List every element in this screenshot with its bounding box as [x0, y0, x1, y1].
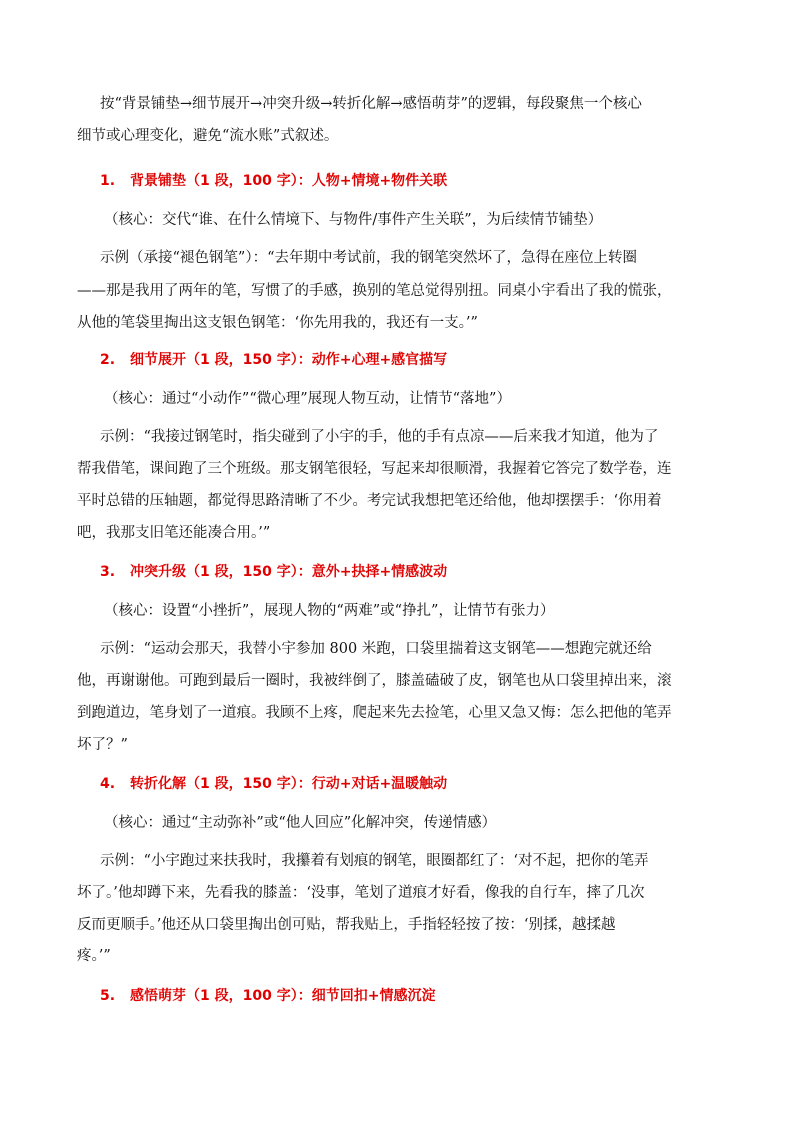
section-title: 背景铺垫（1 段，100 字）：人物+情境+物件关联: [130, 173, 448, 189]
section-heading: [100, 774, 447, 794]
section-title: 转折化解（1 段，150 字）：行动+对话+温暖触动: [130, 776, 448, 792]
section-title: 细节展开（1 段，150 字）：动作+心理+感官描写: [130, 352, 448, 368]
example-line: 吧，我那支旧笔还能凑合用。’”: [77, 525, 271, 541]
section-number: 5.: [100, 988, 116, 1004]
section-heading: [100, 350, 447, 370]
example-line: 反而更顺手。’他还从口袋里掏出创可贴，帮我贴上，手指轻轻按了按：‘别揉，越揉越: [77, 917, 616, 933]
section-number: 2.: [100, 352, 116, 368]
intro-line: 细节或心理变化，避免“流水账”式叙述。: [77, 128, 339, 144]
example-line: 帮我借笔，课间跑了三个班级。那支钢笔很轻，写起来却很顺滑，我握着它答完了数学卷，连: [77, 461, 672, 477]
section-note: （核心：交代“谁、在什么情境下、与物件/事件产生关联”，为后续情节铺垫）: [104, 212, 603, 228]
example-line: 示例：“运动会那天，我替小宇参加 800 米跑，口袋里揣着这支钢笔——想跑完就还给: [100, 641, 652, 657]
section-heading: [100, 986, 435, 1006]
example-line: 示例：“我接过钢笔时，指尖碰到了小宇的手，他的手有点凉——后来我才知道，他为了: [100, 429, 659, 445]
example-line: 他，再谢谢他。可跑到最后一圈时，我被绊倒了，膝盖磕破了皮，钢笔也从口袋里掉出来，滚: [77, 673, 672, 689]
section-heading: [100, 171, 447, 191]
section-title: 冲突升级（1 段，150 字）：意外+抉择+情感波动: [130, 564, 448, 580]
example-line: 到跑道边，笔身划了一道痕。我顾不上疼，爬起来先去捡笔，心里又急又悔：怎么把他的笔弄: [77, 705, 672, 721]
example-line: 示例：“小宇跑过来扶我时，我攥着有划痕的钢笔，眼圈都红了：‘对不起，把你的笔弄: [100, 853, 649, 869]
section-note: （核心：设置“小挫折”，展现人物的“两难”或“挣扎”，让情节有张力）: [104, 603, 555, 619]
example-line: 坏了。’他却蹲下来，先看我的膝盖：‘没事，笔划了道痕才好看，像我的自行车，摔了几次: [77, 885, 645, 901]
example-line: 示例（承接“褪色钢笔”）：“去年期中考试前，我的钢笔突然坏了，急得在座位上转圈: [100, 250, 637, 266]
example-line: 从他的笔袋里掏出这支银色钢笔：‘你先用我的，我还有一支。’”: [77, 315, 478, 331]
example-line: 疼。’”: [77, 948, 111, 964]
section-heading: [100, 562, 447, 582]
section-note: （核心：通过“主动弥补”或“他人回应”化解冲突，传递情感）: [104, 815, 497, 831]
section-number: 1.: [100, 173, 116, 189]
section-number: 4.: [100, 776, 116, 792]
example-line: 平时总错的压轴题，都觉得思路清晰了不少。考完试我想把笔还给他，他却摆摆手：‘你用着: [77, 493, 662, 509]
section-number: 3.: [100, 564, 116, 580]
example-line: 坏了？”: [77, 737, 128, 753]
section-title: 感悟萌芽（1 段，100 字）：细节回扣+情感沉淀: [130, 988, 436, 1004]
section-note: （核心：通过“小动作”“微心理”展现人物互动，让情节“落地”）: [104, 391, 511, 407]
intro-line: 按“背景铺垫→细节展开→冲突升级→转折化解→感悟萌芽”的逻辑，每段聚焦一个核心: [100, 96, 642, 112]
example-line: ——那是我用了两年的笔，写惯了的手感，换别的笔总觉得别扭。同桌小宇看出了我的慌张，: [77, 283, 672, 299]
